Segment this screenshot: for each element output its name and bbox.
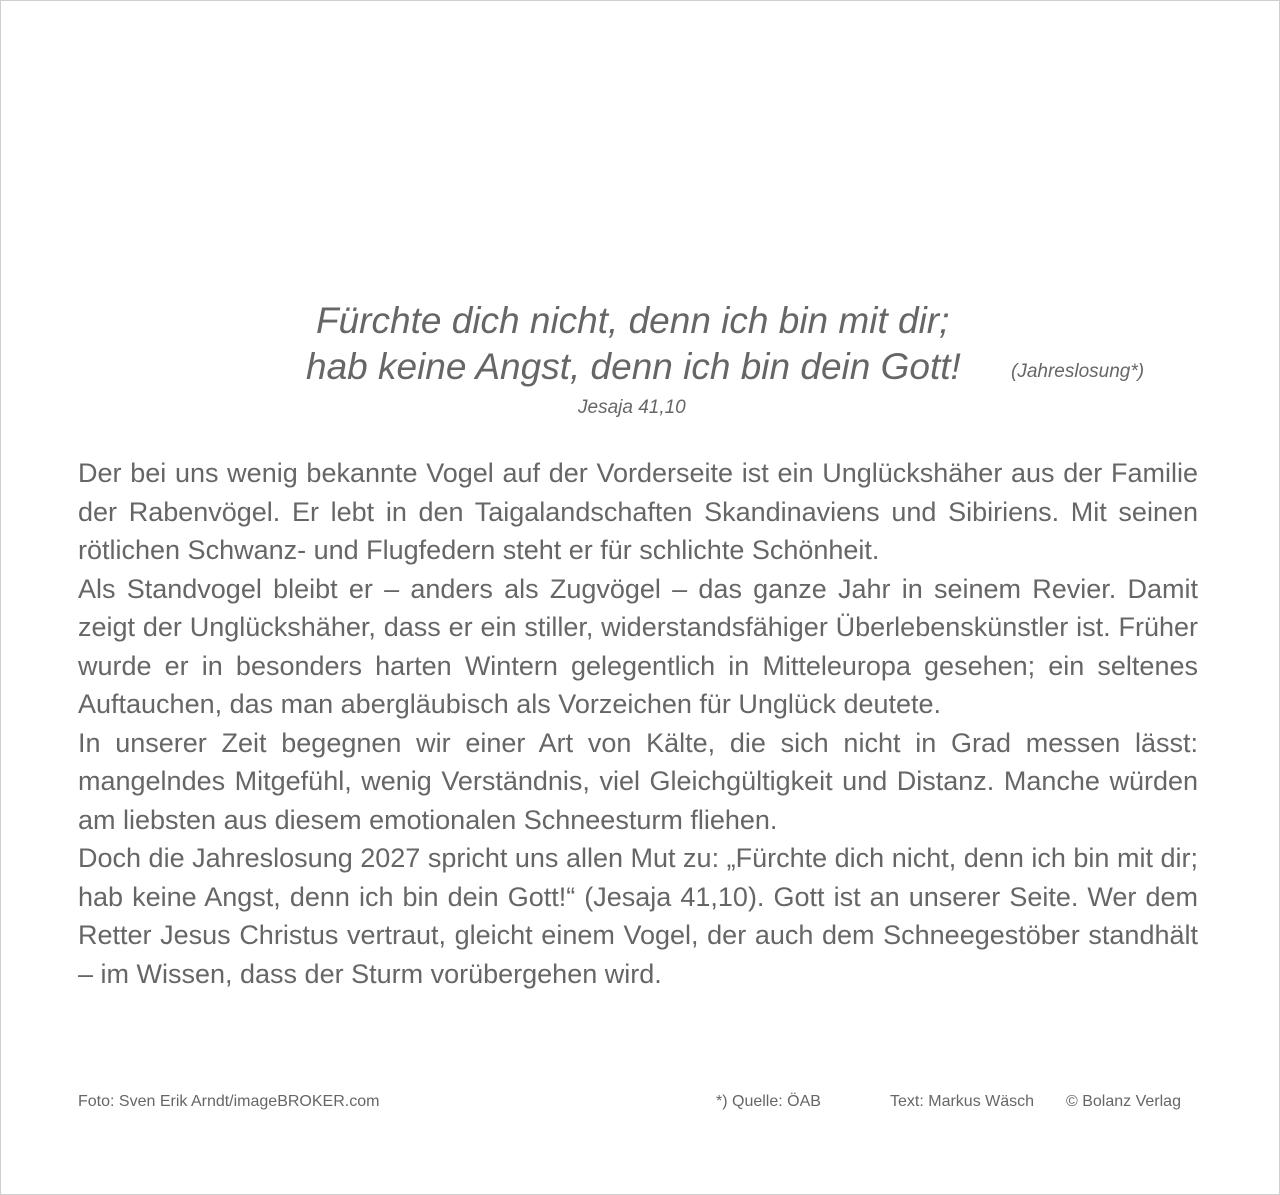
quote-tag: (Jahreslosung*) xyxy=(1011,361,1145,382)
copyright-notice: © Bolanz Verlag xyxy=(1066,1093,1181,1110)
body-paragraph-2: Als Standvogel bleibt er – anders als Zugvögel – das ganze Jahr in seinem Revier. Damit zeigt der Unglückshäher, dass er ein stiller, widerstandsfähiger Überlebenskünstler ist. Früher wurde er in besonders harten Wintern gelegentlich in Mitteleuropa gesehen; ein seltenes Auftauchen, das man abergläubisch als Vorzeichen für Unglück deutete. xyxy=(78,573,1198,719)
quote-line-1: Fürchte dich nicht, denn ich bin mit dir; xyxy=(316,300,950,341)
source-note: *) Quelle: ÖAB xyxy=(716,1093,821,1110)
quote-reference: Jesaja 41,10 xyxy=(578,397,686,418)
body-paragraph-1: Der bei uns wenig bekannte Vogel auf der Vorderseite ist ein Unglückshäher aus der Familie der Rabenvögel. Er lebt in den Taigalandschaften Skandinaviens und Sibiriens. Mit seinen rötlichen Schwanz- und Flugfedern steht er für schlichte Schönheit. xyxy=(78,458,1198,565)
body-paragraph-4: Doch die Jahreslosung 2027 spricht uns allen Mut zu: „Fürchte dich nicht, denn ich bin mit dir; hab keine Angst, denn ich bin dein Gott!“ (Jesaja 41,10). Gott ist an unserer Seite. Wer dem Retter Jesus Christus vertraut, gleicht einem Vogel, der auch dem Schneegestöber standhält – im Wissen, dass der Sturm vorübergehen wird. xyxy=(78,843,1198,989)
body-paragraph-3: In unserer Zeit begegnen wir einer Art von Kälte, die sich nicht in Grad messen lässt: mangelndes Mitgefühl, wenig Verständnis, viel Gleichgültigkeit und Distanz. Manche würden am liebsten aus diesem emotionalen Schneesturm fliehen. xyxy=(78,727,1198,835)
author-credit: Text: Markus Wäsch xyxy=(890,1093,1035,1110)
photo-credit: Foto: Sven Erik Arndt/imageBROKER.com xyxy=(78,1093,380,1110)
quote-line-2: hab keine Angst, denn ich bin dein Gott! xyxy=(306,346,961,387)
body-text xyxy=(78,454,1198,993)
